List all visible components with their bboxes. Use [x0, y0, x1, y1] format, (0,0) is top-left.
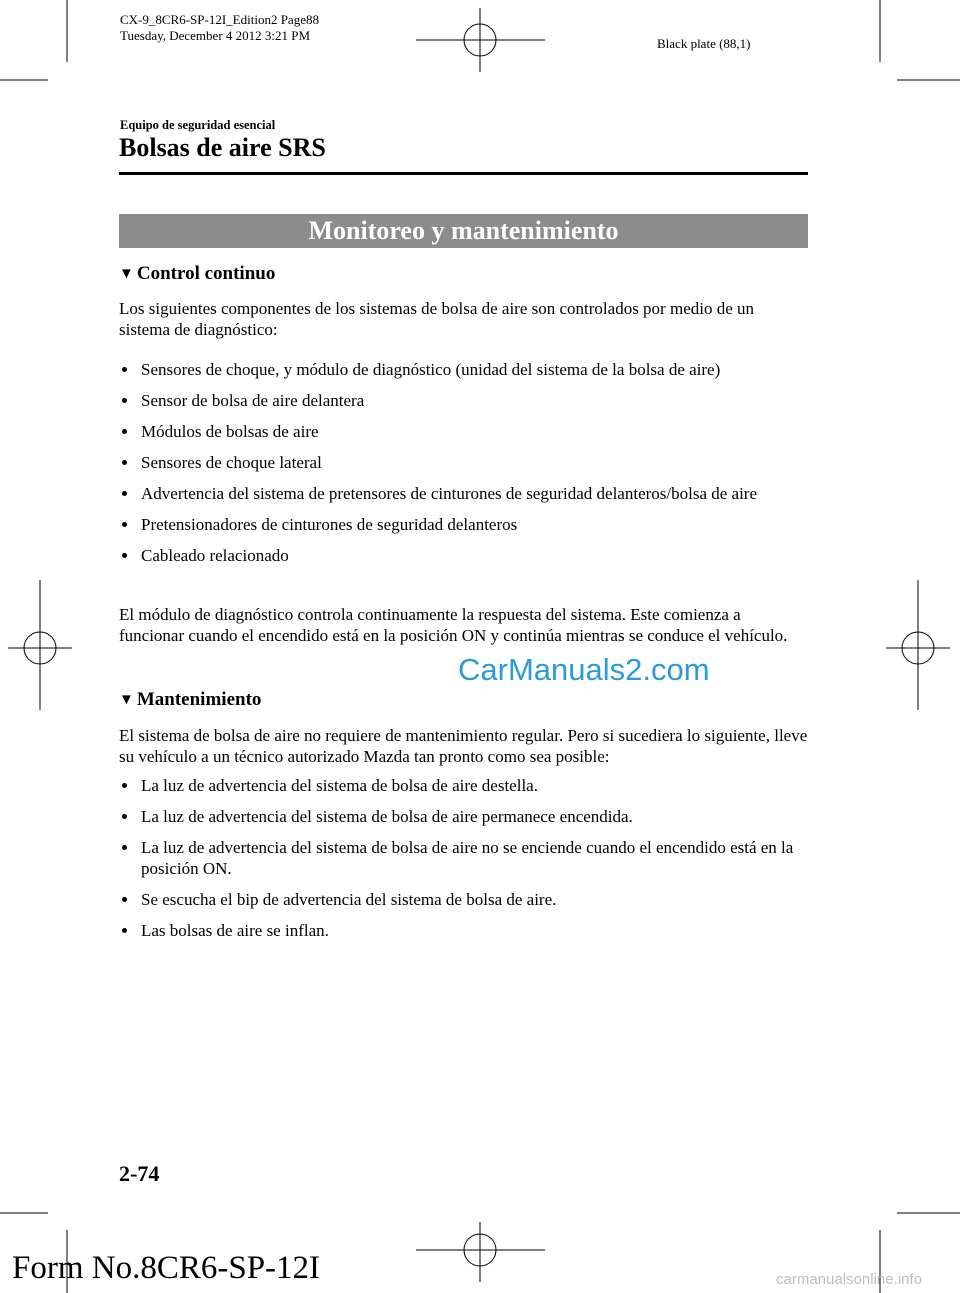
watermark-carmanuals2: CarManuals2.com: [458, 652, 710, 687]
plate-label: Black plate (88,1): [657, 36, 751, 51]
control-closing: El módulo de diagnóstico controla continuamente la respuesta del sistema. Este comienza a funcionar cuando el encendido está en la posición ON y continúa mientras se conduce el vehículo.: [119, 605, 788, 645]
form-number: Form No.8CR6-SP-12I: [12, 1250, 321, 1286]
control-heading-text: Control continuo: [136, 263, 276, 284]
print-file-line: CX-9_8CR6-SP-12I_Edition2 Page88: [120, 12, 319, 27]
bullet-icon: [122, 460, 127, 465]
bullet-icon: [122, 522, 127, 527]
section-label: Equipo de seguridad esencial: [120, 118, 276, 132]
list-item: Advertencia del sistema de pretensores de cinturones de seguridad delanteros/bolsa de aire: [119, 483, 809, 504]
list-item: La luz de advertencia del sistema de bolsa de aire no se enciende cuando el encendido está en la posición ON.: [119, 837, 809, 879]
bullet-icon: [122, 398, 127, 403]
bullet-icon: [122, 897, 127, 902]
chapter-title: Bolsas de aire SRS: [119, 133, 326, 162]
list-item: Las bolsas de aire se inflan.: [119, 920, 809, 941]
print-date-line: Tuesday, December 4 2012 3:21 PM: [120, 28, 311, 43]
list-item: Sensores de choque lateral: [119, 452, 809, 473]
bullet-icon: [122, 928, 127, 933]
control-list: [119, 359, 809, 566]
maintenance-heading-text: Mantenimiento: [136, 689, 262, 710]
footer-watermark: carmanualsonline.info: [776, 1271, 922, 1288]
bullet-icon: [122, 814, 127, 819]
maintenance-intro: El sistema de bolsa de aire no requiere de mantenimiento regular. Pero si sucediera lo siguiente, lleve su vehículo a un técnico autorizado Mazda tan pronto como sea posible:: [119, 726, 808, 766]
maintenance-list: [119, 775, 809, 941]
list-item: Sensores de choque, y módulo de diagnóstico (unidad del sistema de la bolsa de aire): [119, 359, 809, 380]
bullet-icon: [122, 367, 127, 372]
section-banner-title: Monitoreo y mantenimiento: [308, 216, 619, 245]
list-item: La luz de advertencia del sistema de bolsa de aire permanece encendida.: [119, 806, 809, 827]
print-file-info: [120, 12, 319, 44]
bullet-icon: [122, 429, 127, 434]
triangle-down-icon: ▼: [119, 266, 134, 282]
control-heading: [119, 263, 275, 285]
list-item: Cableado relacionado: [119, 545, 809, 566]
control-intro: Los siguientes componentes de los sistemas de bolsa de aire son controlados por medio de un sistema de diagnóstico:: [119, 299, 755, 339]
maintenance-heading: [119, 689, 261, 711]
list-item: Módulos de bolsas de aire: [119, 421, 809, 442]
bullet-icon: [122, 491, 127, 496]
bullet-icon: [122, 553, 127, 558]
bullet-icon: [122, 845, 127, 850]
list-item: Sensor de bolsa de aire delantera: [119, 390, 809, 411]
list-item: Se escucha el bip de advertencia del sistema de bolsa de aire.: [119, 889, 809, 910]
bullet-icon: [122, 783, 127, 788]
chapter-title-rule: [119, 172, 808, 175]
section-banner: [119, 214, 808, 248]
triangle-down-icon: ▼: [119, 692, 134, 708]
page-number: 2-74: [119, 1161, 160, 1186]
list-item: Pretensionadores de cinturones de seguridad delanteros: [119, 514, 809, 535]
list-item: La luz de advertencia del sistema de bolsa de aire destella.: [119, 775, 809, 796]
